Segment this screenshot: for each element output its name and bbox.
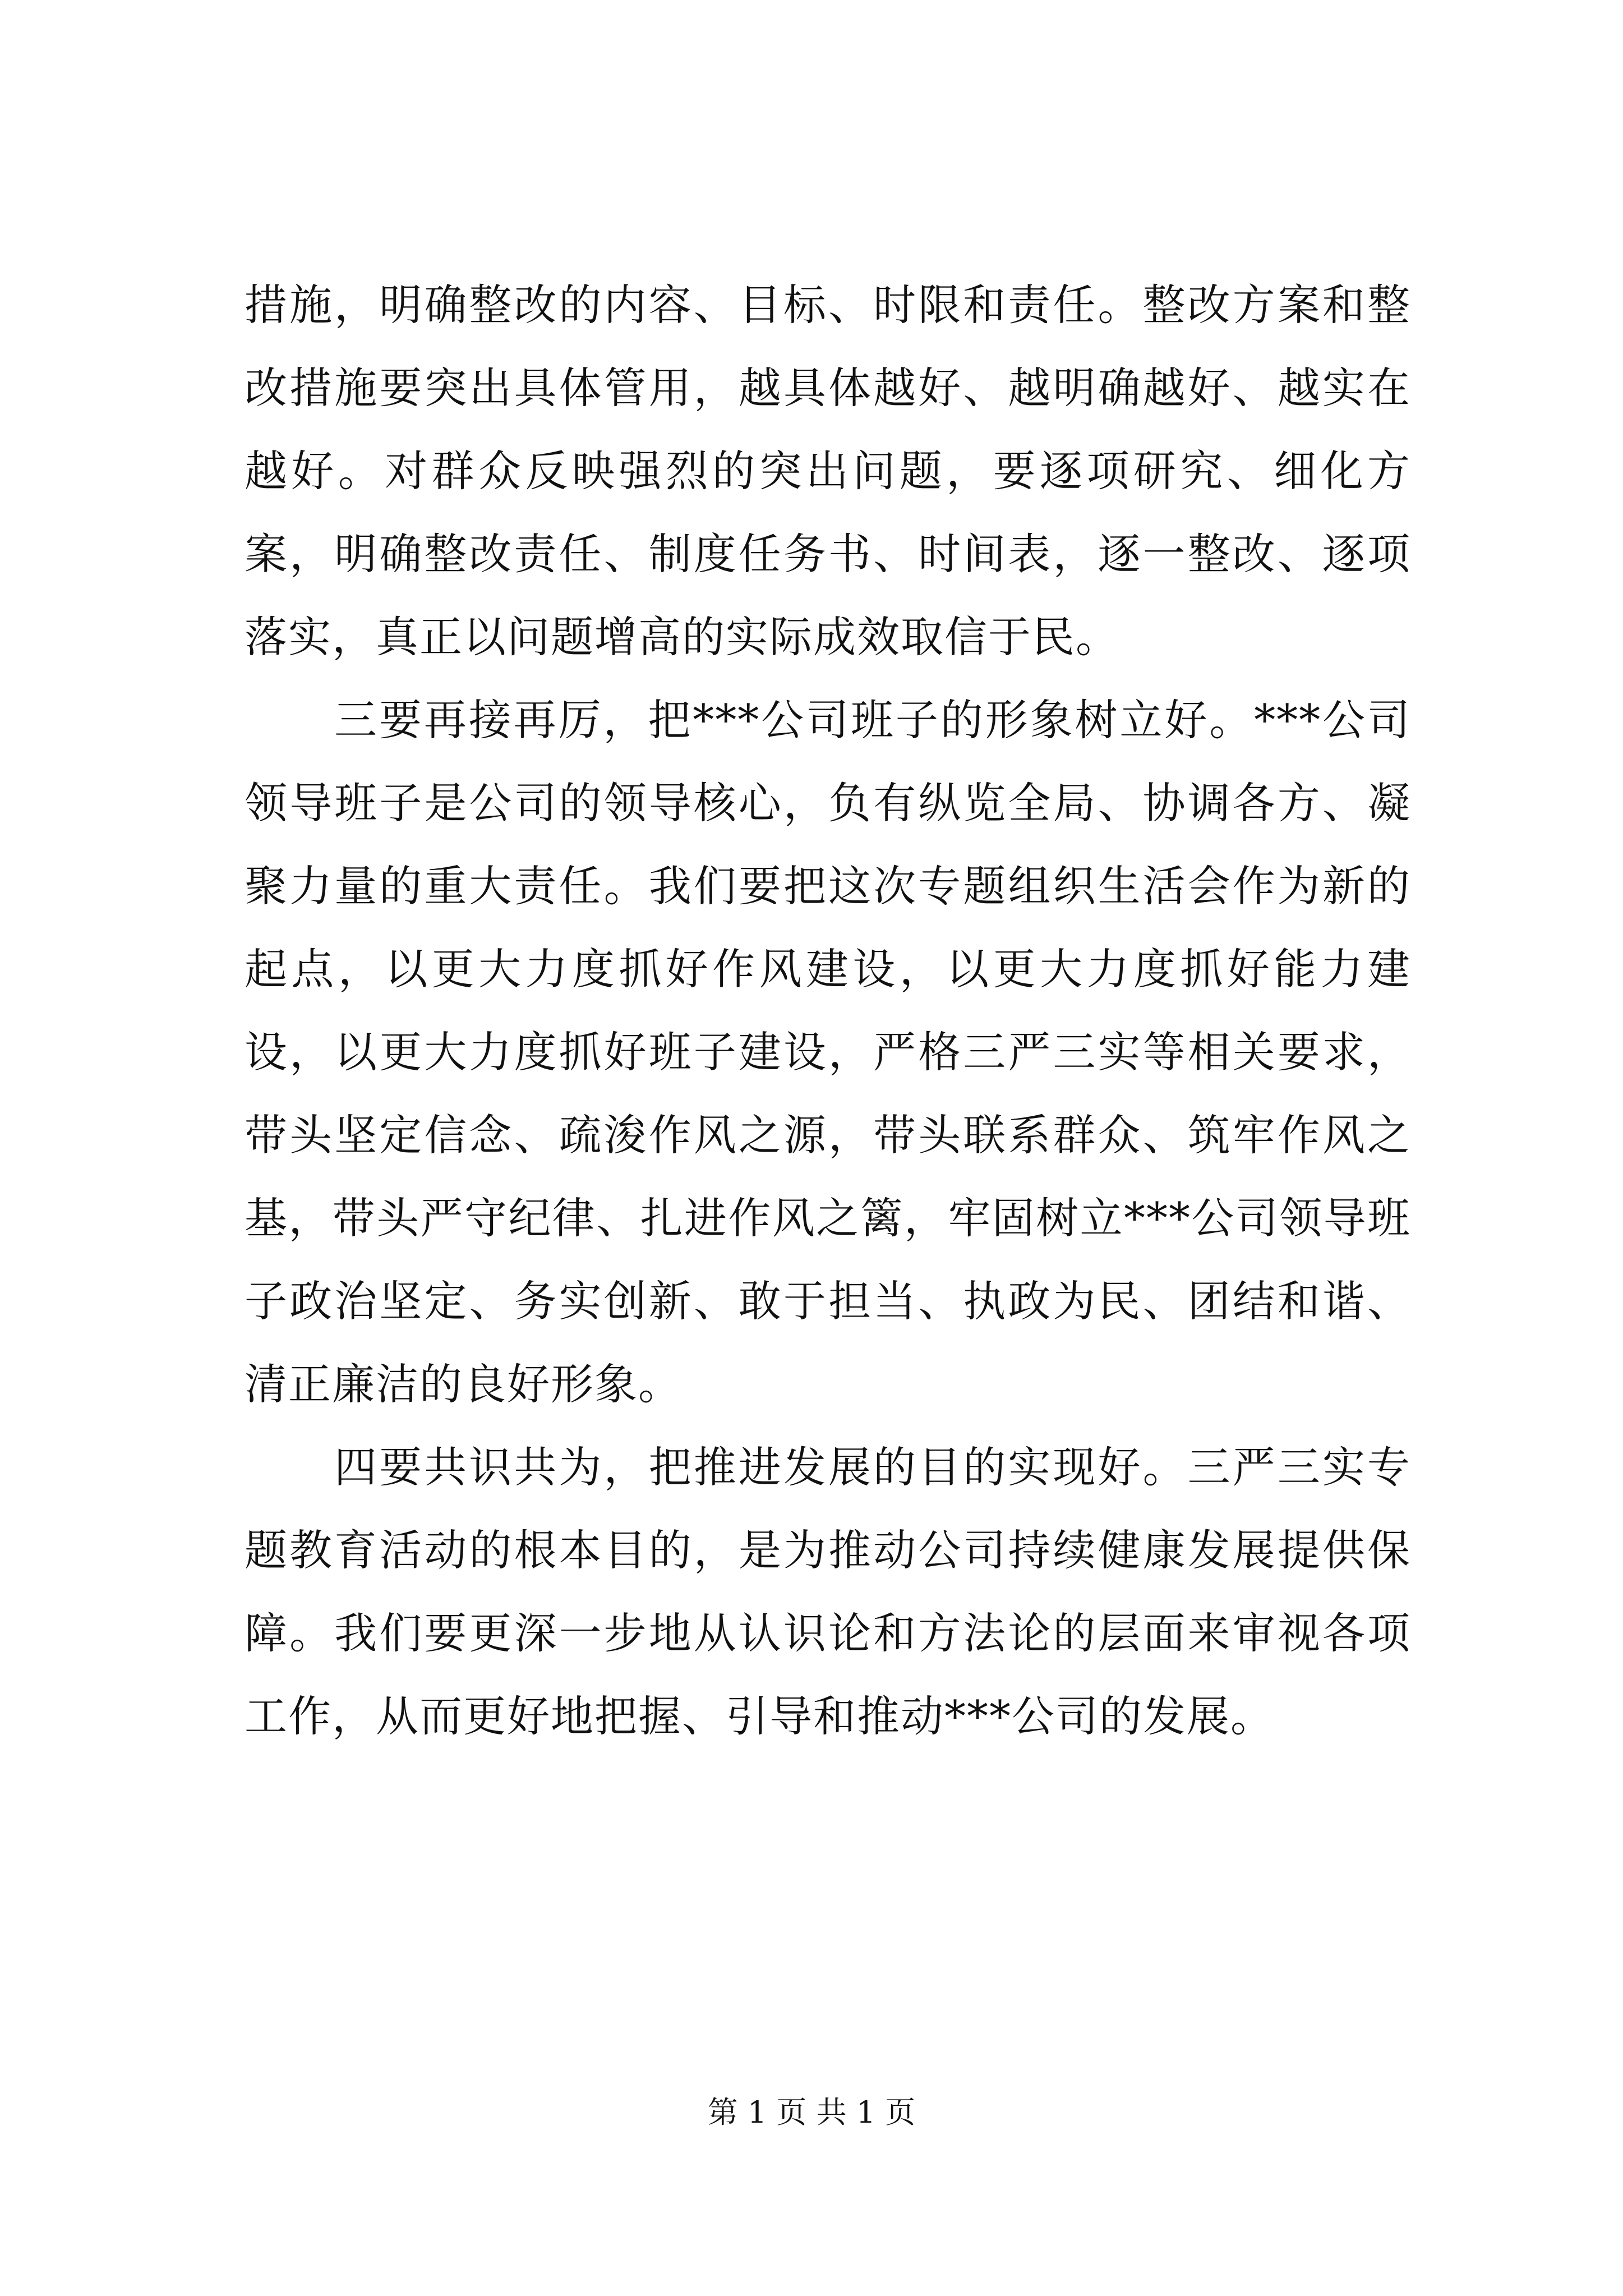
paragraph-2: 三要再接再厉，把***公司班子的形象树立好。***公司领导班子是公司的领导核心，负有纵览全局、协调各方、凝聚力量的重大责任。我们要把这次专题组织生活会作为新的起点，以更大力度抓好作风建设，以更大力度抓好能力建设，以更大力度抓好班子建设，严格三严三实等相关要求，带头坚定信念、疏浚作风之源，带头联系群众、筑牢作风之基，带头严守纪律、扎进作风之篱，牢固树立***公司领导班子政治坚定、务实创新、敢于担当、执政为民、团结和谐、清正廉洁的良好形象。: [245, 695, 1411, 1409]
page-footer: 第 1 页 共 1 页: [707, 2095, 916, 2130]
document-body: [245, 264, 1411, 1758]
paragraph-1: 措施，明确整改的内容、目标、时限和责任。整改方案和整改措施要突出具体管用，越具体越好、越明确越好、越实在越好。对群众反映强烈的突出问题，要逐项研究、细化方案，明确整改责任、制度任务书、时间表，逐一整改、逐项落实，真正以问题增高的实际成效取信于民。: [245, 280, 1411, 662]
paragraph-3: 四要共识共为，把推进发展的目的实现好。三严三实专题教育活动的根本目的，是为推动公司持续健康发展提供保障。我们要更深一步地从认识论和方法论的层面来审视各项工作，从而更好地把握、引导和推动***公司的发展。: [245, 1442, 1411, 1741]
